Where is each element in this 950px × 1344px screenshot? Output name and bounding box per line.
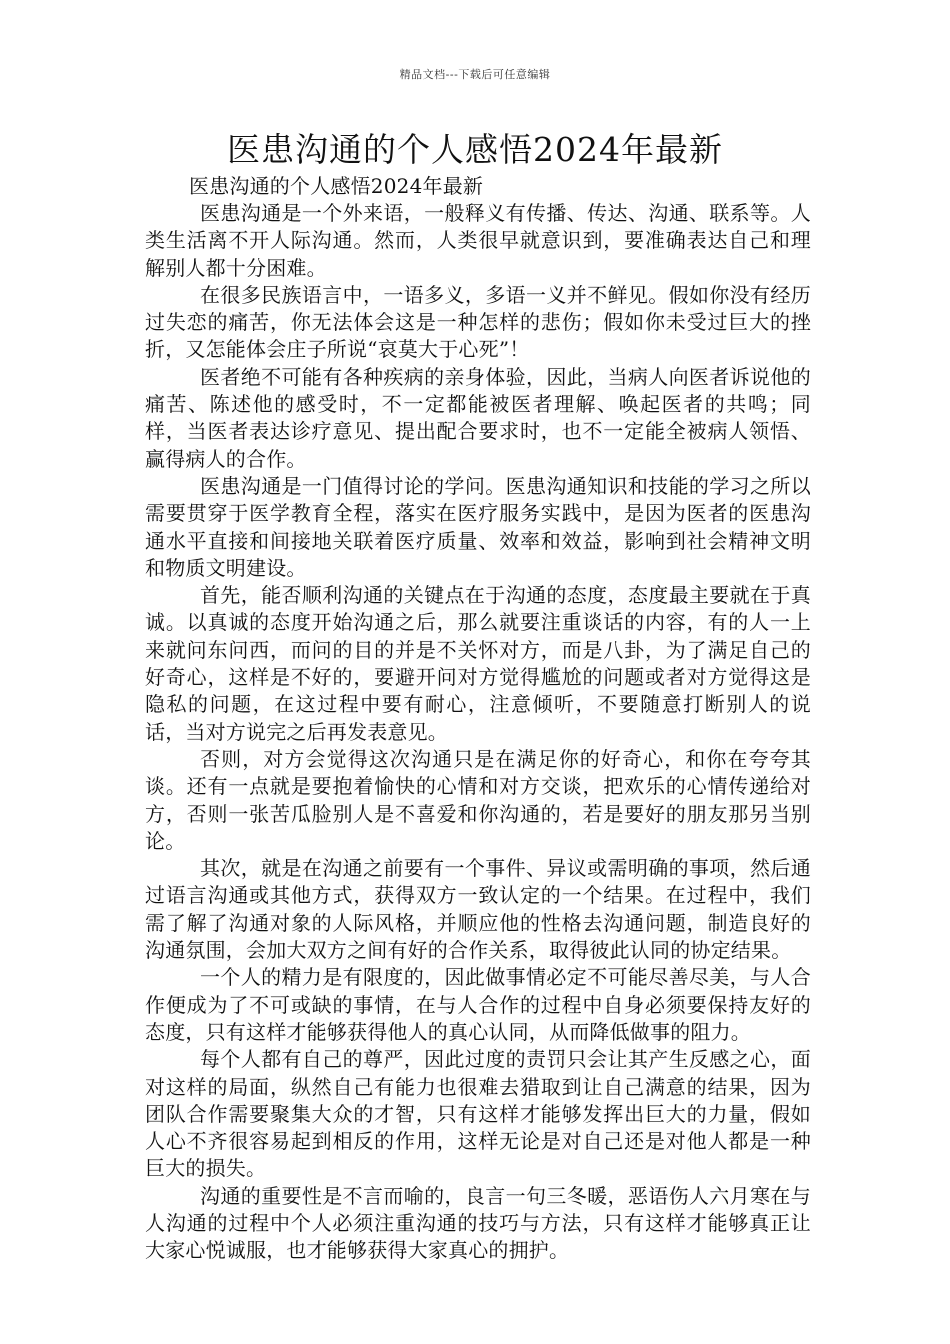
paragraph: 其次，就是在沟通之前要有一个事件、异议或需明确的事项，然后通过语言沟通或其他方式，获得双方一致认定的一个结果。在过程中，我们需了解了沟通对象的人际风格，并顺应他的性格去沟通问题，制造良好的沟通氛围，会加大双方之间有好的合作关系，取得彼此认同的协定结果。	[145, 856, 811, 963]
document-title: 医患沟通的个人感悟2024年最新	[227, 130, 723, 169]
paragraph: 一个人的精力是有限度的，因此做事情必定不可能尽善尽美，与人合作便成为了不可或缺的事情，在与人合作的过程中自身必须要保持友好的态度，只有这样才能够获得他人的真心认同，从而降低做事的阻力。	[145, 965, 811, 1044]
paragraph: 首先，能否顺利沟通的关键点在于沟通的态度，态度最主要就在于真诚。以真诚的态度开始沟通之后，那么就要注重谈话的内容，有的人一上来就问东问西，而问的目的并是不关怀对方，而是八卦，为了满足自己的好奇心，这样是不好的，要避开问对方觉得尴尬的问题或者对方觉得这是隐私的问题，在这过程中要有耐心，注意倾听，不要随意打断别人的说话，当对方说完之后再发表意见。	[145, 583, 811, 744]
paragraph: 医者绝不可能有各种疾病的亲身体验，因此，当病人向医者诉说他的痛苦、陈述他的感受时，不一定都能被医者理解、唤起医者的共鸣；同样，当医者表达诊疗意见、提出配合要求时，也不一定能全被病人领悟、赢得病人的合作。	[145, 364, 811, 471]
paragraph: 医患沟通是一个外来语，一般释义有传播、传达、沟通、联系等。人类生活离不开人际沟通。然而，人类很早就意识到，要准确表达自己和理解别人都十分困难。	[145, 201, 811, 280]
paragraph: 医患沟通是一门值得讨论的学问。医患沟通知识和技能的学习之所以需要贯穿于医学教育全程，落实在医疗服务实践中，是因为医者的医患沟通水平直接和间接地关联着医疗质量、效率和效益，影响到社会精神文明和物质文明建设。	[145, 473, 811, 580]
document-body	[145, 172, 811, 1265]
header-note: 精品文档---下载后可任意编辑	[399, 68, 551, 81]
paragraph: 每个人都有自己的尊严，因此过度的责罚只会让其产生反感之心，面对这样的局面，纵然自己有能力也很难去猎取到让自己满意的结果，因为团队合作需要聚集大众的才智，只有这样才能够发挥出巨大的力量，假如人心不齐很容易起到相反的作用，这样无论是对自己还是对他人都是一种巨大的损失。	[145, 1047, 811, 1181]
paragraph: 沟通的重要性是不言而喻的，良言一句三冬暖，恶语伤人六月寒在与人沟通的过程中个人必须注重沟通的技巧与方法，只有这样才能够真正让大家心悦诚服，也才能够获得大家真心的拥护。	[145, 1183, 811, 1263]
paragraph: 在很多民族语言中，一语多义，多语一义并不鲜见。假如你没有经历过失恋的痛苦，你无法体会这是一种怎样的悲伤；假如你未受过巨大的挫折，又怎能体会庄子所说“哀莫大于心死”！	[145, 282, 811, 362]
paragraph: 否则，对方会觉得这次沟通只是在满足你的好奇心，和你在夸夸其谈。还有一点就是要抱着愉快的心情和对方交谈，把欢乐的心情传递给对方，否则一张苦瓜脸别人是不喜爱和你沟通的，若是要好的朋友那另当别论。	[145, 746, 811, 853]
document-subtitle: 医患沟通的个人感悟2024年最新	[189, 174, 484, 198]
